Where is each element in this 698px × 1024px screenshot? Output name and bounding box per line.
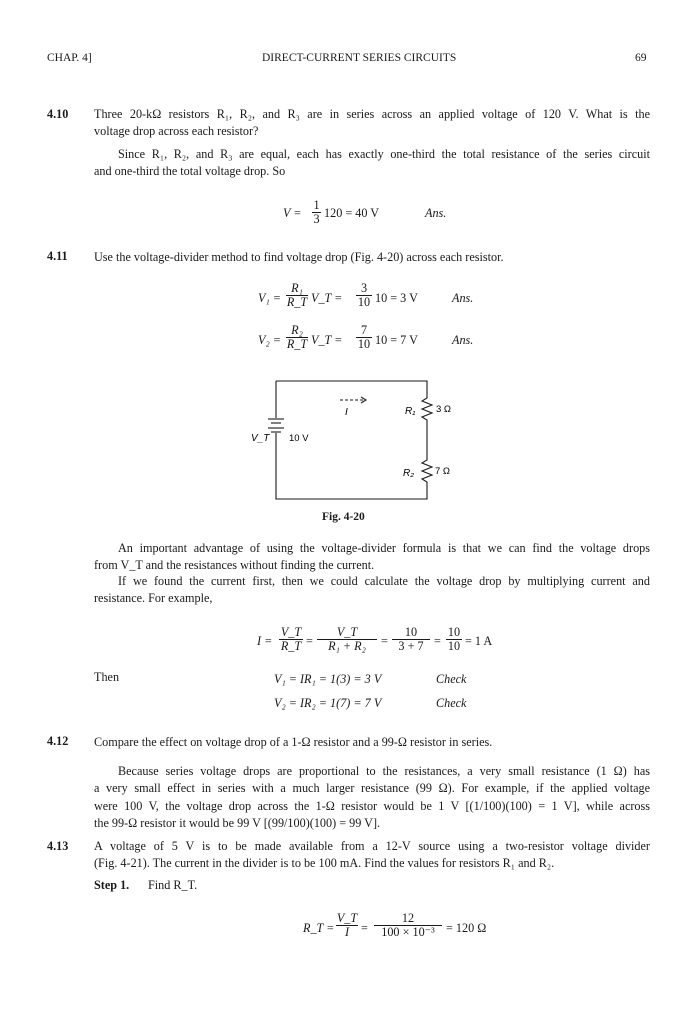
equation-v2-fraction (356, 324, 372, 351)
wire-left-lower (276, 433, 427, 499)
equation-v2-ratio (286, 324, 308, 351)
figure-caption: Fig. 4-20 (322, 511, 365, 523)
answer-line: a very small effect in series with a much larger resistance (99 Ω). For example, if the applied voltage (94, 781, 650, 796)
resistor-r1-zigzag (422, 394, 432, 456)
check-equation-v1: V₁ = IR₁ = 1(3) = 3 V (274, 672, 382, 686)
paragraph-line: An important advantage of using the voltage-divider formula is that we can find the voltage drops (118, 541, 650, 555)
rt-equation-lhs: R_T = (303, 921, 335, 935)
current-fraction-3 (392, 626, 430, 653)
current-equation-lhs: I = (257, 634, 273, 648)
current-fraction-1 (279, 626, 303, 653)
current-first-method (94, 573, 650, 608)
equals-sign: = (381, 634, 388, 648)
fraction-numerator: R₁ (291, 281, 303, 295)
current-label: I (345, 407, 348, 418)
problem-4-11-question: Use the voltage-divider method to find voltage drop (Fig. 4-20) across each resistor. (94, 250, 504, 264)
equation-v1-fraction (356, 282, 372, 309)
equals-sign: = (306, 634, 313, 648)
fraction-numerator: 12 (401, 911, 415, 925)
wire-top (276, 381, 427, 394)
current-fraction-2 (317, 626, 377, 653)
answer-line: Because series voltage drops are proportional to the resistances, a very small resistance (1 Ω) has (118, 764, 650, 778)
fraction-denominator: 10 (357, 337, 371, 351)
fraction-denominator: 10 (447, 639, 461, 653)
fraction-numerator: 3 (360, 281, 368, 295)
paragraph-line: from V_T and the resistances without finding the current. (94, 558, 375, 573)
fraction-denominator: R₁ + R₂ (328, 639, 366, 653)
fraction-numerator: 7 (360, 323, 368, 337)
fraction-denominator: R_T (280, 639, 302, 653)
equation-4-10-fraction (312, 199, 321, 226)
equation-v1-ratio (286, 282, 308, 309)
question-line: voltage drop across each resistor? (94, 124, 259, 139)
fraction-numerator: V_T (336, 911, 358, 925)
resistor-r1-label: R₁ (405, 406, 416, 417)
equals-sign: = (434, 634, 441, 648)
rt-fraction-2 (374, 912, 442, 939)
equation-v2-rhs: 10 = 7 V (375, 333, 418, 347)
rt-equation-rhs: = 120 Ω (446, 921, 487, 935)
page-number: 69 (635, 52, 647, 64)
chapter-label: CHAP. 4] (47, 52, 92, 64)
current-fraction-4 (446, 626, 462, 653)
equation-v2-mid: V_T = (311, 333, 343, 347)
answer-line: Since R₁, R₂, and R₃ are equal, each has exactly one-third the total resistance of the series circuit (118, 147, 650, 161)
equation-v2-tag: Ans. (452, 333, 474, 347)
equation-4-10-rhs: 120 = 40 V (324, 206, 380, 220)
equation-4-10-tag: Ans. (425, 206, 447, 220)
problem-4-10-answer (94, 146, 650, 181)
source-label: V_T (251, 433, 270, 444)
current-arrow-head (361, 397, 366, 403)
equation-4-10-lhs: V = (283, 206, 302, 220)
check-tag-v2: Check (436, 696, 467, 710)
problem-number-4-13: 4.13 (47, 839, 69, 853)
equation-v1-rhs: 10 = 3 V (375, 291, 418, 305)
fraction-denominator: I (344, 925, 350, 939)
then-label: Then (94, 670, 120, 684)
resistor-r2-value: 7 Ω (435, 466, 451, 477)
paragraph-line: resistance. For example, (94, 591, 213, 606)
problem-4-10-question (94, 106, 650, 141)
question-line: Three 20-kΩ resistors R₁, R₂, and R₃ are in series across an applied voltage of 120 V. What is the (94, 107, 650, 121)
check-tag-v1: Check (436, 672, 467, 686)
rt-fraction-1 (336, 912, 358, 939)
equation-v2-lhs: V₂ = (258, 333, 281, 347)
fraction-numerator: 10 (447, 625, 461, 639)
source-value: 10 V (289, 433, 309, 444)
equals-sign: = (361, 921, 368, 935)
fraction-numerator: V_T (280, 625, 302, 639)
resistor-r2-label: R₂ (403, 468, 415, 479)
paragraph-line: If we found the current first, then we could calculate the voltage drop by multiplying current and (118, 574, 650, 588)
question-line: (Fig. 4-21). The current in the divider is to be 100 mA. Find the values for resistors R₁ and R₂. (94, 856, 555, 871)
voltage-divider-advantage (94, 540, 650, 575)
fraction-numerator: R₂ (291, 323, 303, 337)
running-title: DIRECT-CURRENT SERIES CIRCUITS (262, 52, 457, 64)
problem-4-13-question (94, 838, 650, 873)
fraction-denominator: 100 × 10⁻³ (381, 925, 435, 939)
fraction-denominator: R_T (286, 337, 308, 351)
question-line: A voltage of 5 V is to be made available from a 12-V source using a two-resistor voltage divider (94, 839, 650, 853)
equation-v1-tag: Ans. (452, 291, 474, 305)
fraction-denominator: 3 + 7 (398, 639, 424, 653)
step-label: Step 1. (94, 878, 130, 892)
equation-v1-mid: V_T = (311, 291, 343, 305)
fraction-numerator: 10 (404, 625, 418, 639)
step-text: Find R_T. (148, 878, 198, 892)
fraction-denominator: 3 (313, 212, 320, 226)
check-equation-v2: V₂ = IR₂ = 1(7) = 7 V (274, 696, 382, 710)
problem-number-4-11: 4.11 (47, 249, 68, 263)
answer-line: were 100 V, the voltage drop across the 1-Ω resistor would be 1 V [(1/100)(100) = 1 V], while across (94, 798, 650, 813)
problem-4-12-question: Compare the effect on voltage drop of a 1-Ω resistor and a 99-Ω resistor in series. (94, 735, 493, 749)
answer-line: the 99-Ω resistor it would be 99 V [(99/100)(100) = 99 V]. (94, 815, 381, 830)
problem-number-4-12: 4.12 (47, 734, 69, 748)
fraction-numerator: 1 (313, 198, 320, 212)
fraction-denominator: R_T (286, 295, 308, 309)
fraction-denominator: 10 (357, 295, 371, 309)
resistor-r1-value: 3 Ω (436, 404, 452, 415)
equation-v1-lhs: V₁ = (258, 291, 281, 305)
current-equation-rhs: = 1 A (465, 634, 493, 648)
resistor-r2-zigzag (422, 456, 432, 488)
problem-4-12-answer (94, 763, 650, 832)
fraction-numerator: V_T (336, 625, 358, 639)
problem-number-4-10: 4.10 (47, 107, 69, 121)
answer-line: and one-third the total voltage drop. So (94, 164, 286, 179)
